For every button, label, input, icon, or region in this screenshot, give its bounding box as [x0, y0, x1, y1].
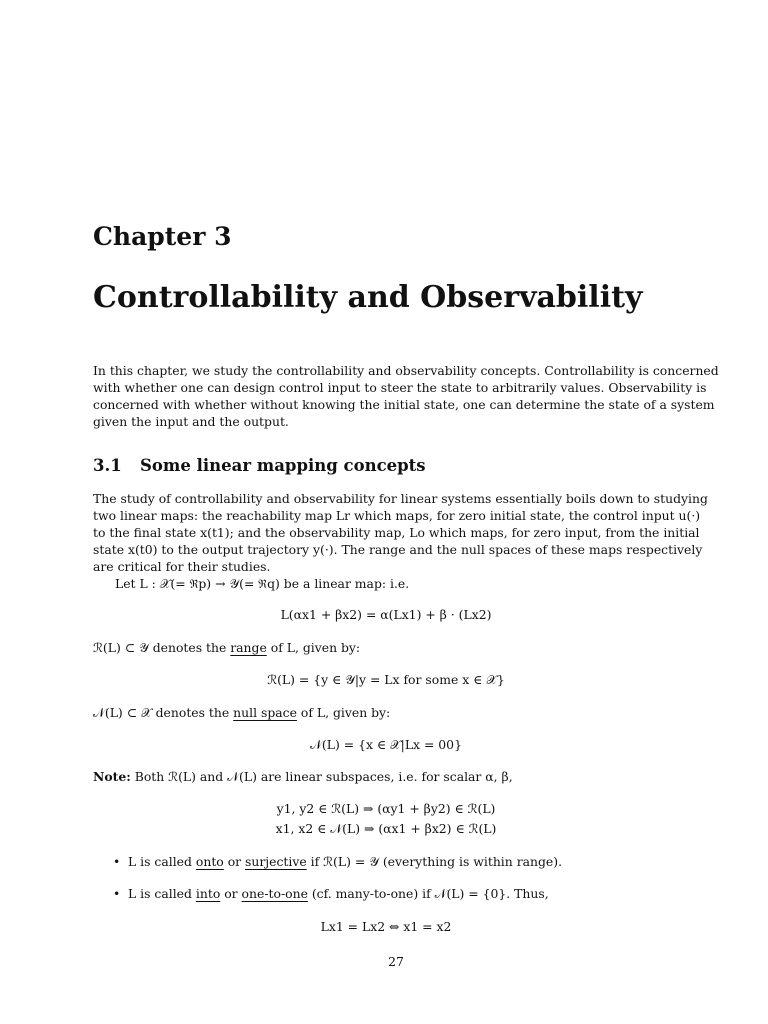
null-suffix: of L, given by: — [296, 705, 391, 720]
body-paragraph — [93, 490, 708, 575]
range-prefix: ℛ(L) ⊂ 𝒴 denotes the — [93, 640, 231, 655]
section-title: Some linear mapping concepts — [140, 456, 426, 475]
intro-line: In this chapter, we study the controllability and observability concepts. Controllability is concerned — [93, 363, 719, 378]
page-number: 27 — [388, 954, 404, 969]
null-prefix: 𝒩(L) ⊂ 𝒳 denotes the — [93, 705, 234, 720]
bullet-text: L is called — [128, 854, 196, 869]
note-label: Note: — [93, 769, 131, 784]
body-line: are critical for their studies. — [93, 559, 271, 574]
bullet-text: L is called — [128, 886, 196, 901]
equation-range: ℛ(L) = {y ∈ 𝒴|y = Lx for some x ∈ 𝒳} — [267, 672, 505, 687]
bullet-dot: • — [113, 886, 121, 901]
chapter-label: Chapter 3 — [93, 222, 232, 251]
section-heading — [93, 456, 426, 475]
equation-null: 𝒩(L) = {x ∈ 𝒳|Lx = 00} — [310, 737, 462, 752]
null-definition — [93, 705, 390, 721]
note-line — [93, 769, 513, 785]
intro-line: concerned with whether without knowing the initial state, one can determine the state of a system — [93, 397, 715, 412]
bullet-text: (cf. many-to-one) if 𝒩(L) = {0}. Thus, — [307, 886, 549, 901]
intro-line: with whether one can design control input to steer the state to arbitrarily values. Observability is — [93, 380, 707, 395]
bullet-onto — [113, 854, 562, 870]
null-term: null space — [233, 705, 297, 720]
equation-note-1: y1, y2 ∈ ℛ(L) ⇒ (αy1 + βy2) ∈ ℛ(L) — [276, 801, 496, 816]
bullet-term: one-to-one — [241, 886, 308, 901]
range-suffix: of L, given by: — [266, 640, 361, 655]
body-line: The study of controllability and observability for linear systems essentially boils down to studying — [93, 491, 708, 506]
bullet-text: or — [220, 886, 242, 901]
bullet-term: onto — [195, 854, 224, 869]
let-line: Let L : 𝒳(= ℜp) → 𝒴(= ℜq) be a linear map: i.e. — [115, 576, 410, 591]
section-number: 3.1 — [93, 456, 122, 475]
intro-paragraph — [93, 362, 719, 430]
body-line: to the final state x(t1); and the observability map, Lo which maps, for zero input, from the initial — [93, 525, 700, 540]
range-definition — [93, 640, 360, 656]
body-line: two linear maps: the reachability map Lr which maps, for zero initial state, the control input u(·) — [93, 508, 701, 523]
bullet-term: surjective — [245, 854, 307, 869]
bullet-term: into — [195, 886, 221, 901]
note-text: Both ℛ(L) and 𝒩(L) are linear subspaces, i.e. for scalar α, β, — [130, 769, 513, 784]
bullet-text: or — [223, 854, 246, 869]
body-line: state x(t0) to the output trajectory y(·). The range and the null spaces of these maps respectively — [93, 542, 703, 557]
equation-final: Lx1 = Lx2 ⇔ x1 = x2 — [320, 919, 452, 934]
intro-line: given the input and the output. — [93, 414, 289, 429]
equation-linearity: L(αx1 + βx2) = α(Lx1) + β · (Lx2) — [280, 607, 492, 622]
chapter-title: Controllability and Observability — [93, 280, 643, 315]
bullet-dot: • — [113, 854, 121, 869]
bullet-into — [113, 886, 549, 902]
bullet-text: if ℛ(L) = 𝒴 (everything is within range). — [306, 854, 563, 869]
equation-note-2: x1, x2 ∈ 𝒩(L) ⇒ (αx1 + βx2) ∈ ℛ(L) — [275, 821, 497, 836]
range-term: range — [230, 640, 267, 655]
